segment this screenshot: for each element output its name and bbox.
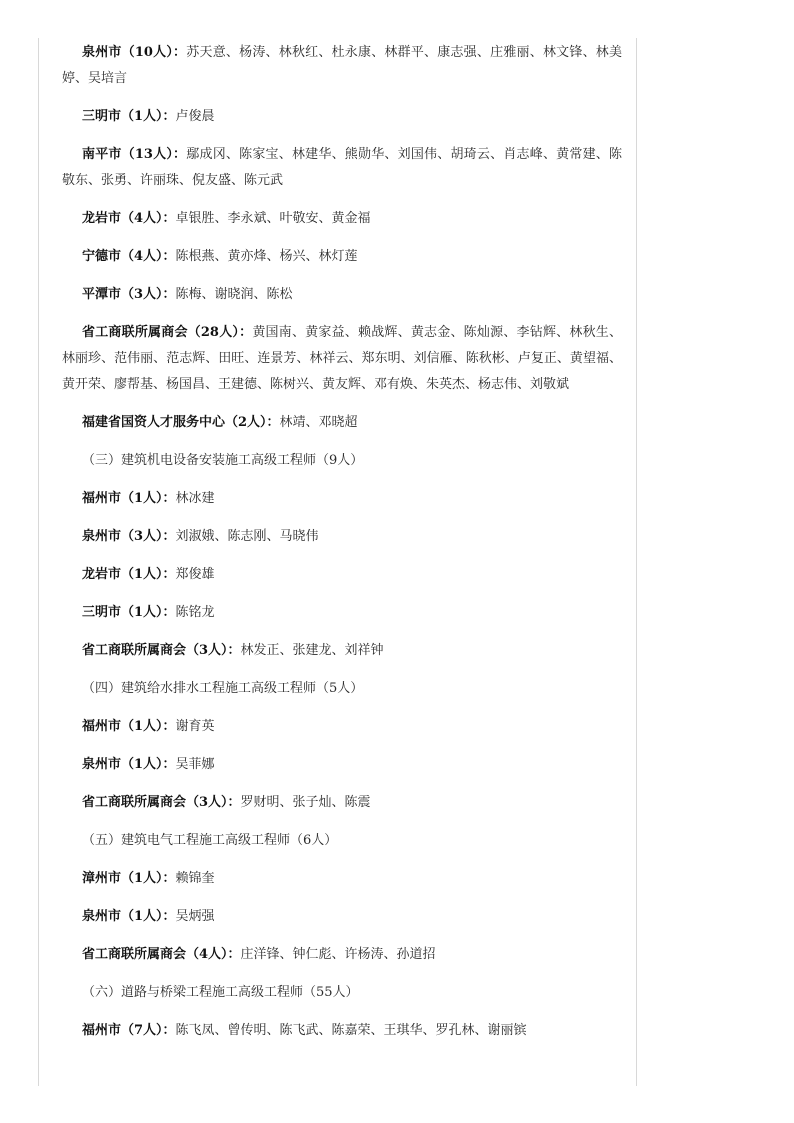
region-entry xyxy=(62,320,622,398)
name-list: 苏天意、杨涛、林秋红、杜永康、林群平、康志强、庄雅丽、林文锋、林美婷、吴培言 xyxy=(62,45,622,86)
region-label: 南平市（13人）： xyxy=(82,147,187,162)
region-entry xyxy=(62,1018,622,1044)
region-label: 三明市（1人）： xyxy=(82,605,176,620)
region-label: 福建省国资人才服务中心（2人）： xyxy=(82,415,280,430)
region-label: 福州市（1人）： xyxy=(82,491,176,506)
region-label: 龙岩市（1人）： xyxy=(82,567,176,582)
region-entry xyxy=(62,142,622,194)
name-list: 吴炳强 xyxy=(175,909,215,924)
region-entry xyxy=(62,410,622,436)
region-entry xyxy=(62,282,622,308)
section-heading: （三）建筑机电设备安装施工高级工程师（9人） xyxy=(82,453,364,468)
region-label: 省工商联所属商会（28人）： xyxy=(82,325,253,340)
name-list: 鄢成冈、陈家宝、林建华、熊勋华、刘国伟、胡琦云、肖志峰、黄常建、陈敬东、张勇、许丽珠、倪友盛、陈元武 xyxy=(62,147,622,188)
name-list: 黄国南、黄家益、赖战辉、黄志金、陈灿源、李钻辉、林秋生、林丽珍、范伟丽、范志辉、田旺、连景芳、林祥云、郑东明、刘信雁、陈秋彬、卢复正、黄望福、黄开荣、廖帮基、杨国昌、王建德、陈树兴、黄友辉、邓有焕、朱英杰、杨志伟、刘敬斌 xyxy=(62,325,622,392)
region-entry xyxy=(62,752,622,778)
region-label: 福州市（7人）： xyxy=(82,1023,176,1038)
region-label: 泉州市（3人）： xyxy=(82,529,176,544)
region-entry xyxy=(62,524,622,550)
name-list: 郑俊雄 xyxy=(175,567,215,582)
region-entry xyxy=(62,866,622,892)
region-label: 泉州市（10人）： xyxy=(82,45,187,60)
region-label: 省工商联所属商会（3人）： xyxy=(82,795,241,810)
region-entry xyxy=(62,244,622,270)
name-list: 陈铭龙 xyxy=(175,605,215,620)
region-entry xyxy=(62,942,622,968)
name-list: 林冰建 xyxy=(175,491,215,506)
name-list: 吴菲娜 xyxy=(175,757,215,772)
name-list: 刘淑娥、陈志刚、马晓伟 xyxy=(175,529,319,544)
name-list: 罗财明、张子灿、陈震 xyxy=(240,795,371,810)
region-entry xyxy=(62,790,622,816)
region-entry xyxy=(62,40,622,92)
name-list: 谢育英 xyxy=(175,719,215,734)
left-margin-rule xyxy=(38,38,39,1086)
region-label: 省工商联所属商会（4人）： xyxy=(82,947,241,962)
name-list: 林靖、邓晓超 xyxy=(279,415,358,430)
region-entry xyxy=(62,638,622,664)
region-entry xyxy=(62,562,622,588)
region-entry xyxy=(62,600,622,626)
section-heading: （四）建筑给水排水工程施工高级工程师（5人） xyxy=(82,681,364,696)
document-body xyxy=(62,40,622,1056)
region-label: 三明市（1人）： xyxy=(82,109,176,124)
region-label: 泉州市（1人）： xyxy=(82,757,176,772)
region-entry xyxy=(62,486,622,512)
name-list: 庄洋锋、钟仁彪、许杨涛、孙道招 xyxy=(240,947,436,962)
name-list: 陈梅、谢晓润、陈松 xyxy=(175,287,293,302)
name-list: 卓银胜、李永斌、叶敬安、黄金福 xyxy=(175,211,371,226)
name-list: 林发正、张建龙、刘祥钟 xyxy=(240,643,384,658)
section-heading: （六）道路与桥梁工程施工高级工程师（55人） xyxy=(82,985,359,1000)
region-entry xyxy=(62,206,622,232)
name-list: 陈飞凤、曾传明、陈飞武、陈嘉荣、王琪华、罗孔林、谢丽镔 xyxy=(175,1023,527,1038)
region-label: 宁德市（4人）： xyxy=(82,249,176,264)
region-label: 龙岩市（4人）： xyxy=(82,211,176,226)
region-entry xyxy=(62,904,622,930)
name-list: 陈根燕、黄亦烽、杨兴、林灯莲 xyxy=(175,249,358,264)
section-heading: （五）建筑电气工程施工高级工程师（6人） xyxy=(82,833,338,848)
region-label: 泉州市（1人）： xyxy=(82,909,176,924)
name-list: 赖锦奎 xyxy=(175,871,215,886)
region-entry xyxy=(62,714,622,740)
name-list: 卢俊晨 xyxy=(175,109,215,124)
region-label: 福州市（1人）： xyxy=(82,719,176,734)
region-label: 省工商联所属商会（3人）： xyxy=(82,643,241,658)
region-label: 漳州市（1人）： xyxy=(82,871,176,886)
region-label: 平潭市（3人）： xyxy=(82,287,176,302)
right-margin-rule xyxy=(636,38,637,1086)
region-entry xyxy=(62,104,622,130)
